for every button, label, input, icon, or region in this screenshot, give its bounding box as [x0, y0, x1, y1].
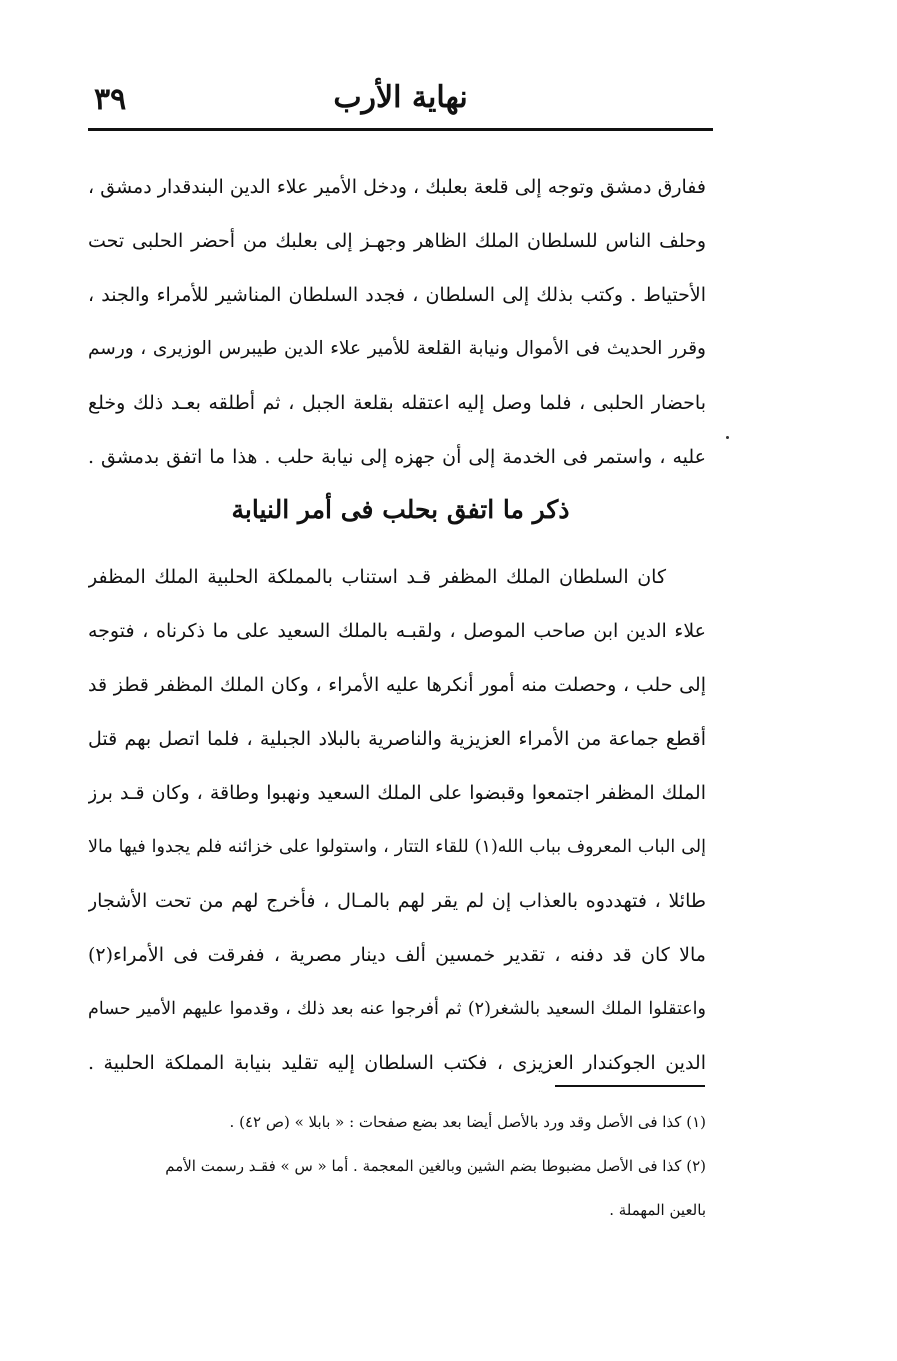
paragraph-2 — [88, 550, 706, 1090]
footnotes — [88, 1100, 706, 1232]
text-line: عليه ، واستمر فى الخدمة إلى أن جهزه إلى نيابة حلب . هذا ما اتفق بدمشق . — [88, 446, 706, 468]
running-title: نهاية الأرب — [333, 80, 468, 115]
paragraph-1 — [88, 160, 706, 484]
text-line: ففارق دمشق وتوجه إلى قلعة بعلبك ، ودخل الأمير علاء الدين البندقدار دمشق ، — [88, 176, 706, 198]
section-heading: ذكر ما اتفق بحلب فى أمر النيابة — [231, 495, 570, 524]
footnote-2-continuation: بالعين المهملة . — [609, 1201, 706, 1219]
text-line: إلى الباب المعروف بباب الله(١) للقاء التتار ، واستولوا على خزائنه فلم يجدوا فيها مالا — [88, 837, 706, 857]
text-line: طائلا ، فتهددوه بالعذاب إن لم يقر لهم بالمـال ، فأخرج لهم من تحت الأشجار — [88, 890, 706, 912]
footnote-rule — [555, 1085, 705, 1087]
scan-speck — [726, 436, 729, 439]
text-line: الملك المظفر اجتمعوا وقبضوا على الملك السعيد ونهبوا وطاقة ، وكان قـد برز — [88, 782, 706, 804]
page-header — [88, 80, 713, 126]
footnote-1: (١) كذا فى الأصل وقد ورد بالأصل أيضا بعد بضع صفحات : « بابلا » (ص ٤٢) . — [229, 1113, 706, 1131]
text-line: أقطع جماعة من الأمراء العزيزية والناصرية بالبلاد الجبلية ، فلما اتصل بهم قتل — [88, 728, 706, 750]
header-rule — [88, 128, 713, 131]
text-line: الأحتياط . وكتب بذلك إلى السلطان ، فجدد السلطان المناشير للأمراء والجند ، — [88, 284, 706, 306]
text-line: وحلف الناس للسلطان الملك الظاهر وجهـز إلى بعلبك من أحضر الحلبى تحت — [88, 230, 706, 252]
page-number: ٣٩ — [94, 82, 127, 117]
text-line: وقرر الحديث فى الأموال ونيابة القلعة للأمير علاء الدين طيبرس الوزيرى ، ورسم — [88, 338, 706, 359]
text-line: علاء الدين ابن صاحب الموصل ، ولقبـه بالملك السعيد على ما ذكرناه ، فتوجه — [88, 620, 706, 642]
text-line: إلى حلب ، وحصلت منه أمور أنكرها عليه الأمراء ، وكان الملك المظفر قطز قد — [88, 674, 706, 696]
text-line: واعتقلوا الملك السعيد بالشغر(٢) ثم أفرجوا عنه بعد ذلك ، وقدموا عليهم الأمير حسام — [88, 999, 706, 1019]
text-line: مالا كان قد دفنه ، تقدير خمسين ألف دينار مصرية ، ففرقت فى الأمراء(٢) — [88, 944, 706, 966]
text-line: باحضار الحلبى ، فلما وصل إليه اعتقله بقلعة الجبل ، ثم أطلقه بعـد ذلك وخلع — [88, 392, 706, 414]
text-line: الدين الجوكندار العزيزى ، فكتب السلطان إليه تقليد بنيابة المملكة الحلبية . — [88, 1052, 706, 1074]
text-line: كان السلطان الملك المظفر قـد استناب بالمملكة الحلبية الملك المظفر — [88, 566, 666, 588]
footnote-2: (٢) كذا فى الأصل مضبوطا بضم الشين وبالغين المعجمة . أما « س » فقـد رسمت الأمم — [165, 1157, 706, 1175]
